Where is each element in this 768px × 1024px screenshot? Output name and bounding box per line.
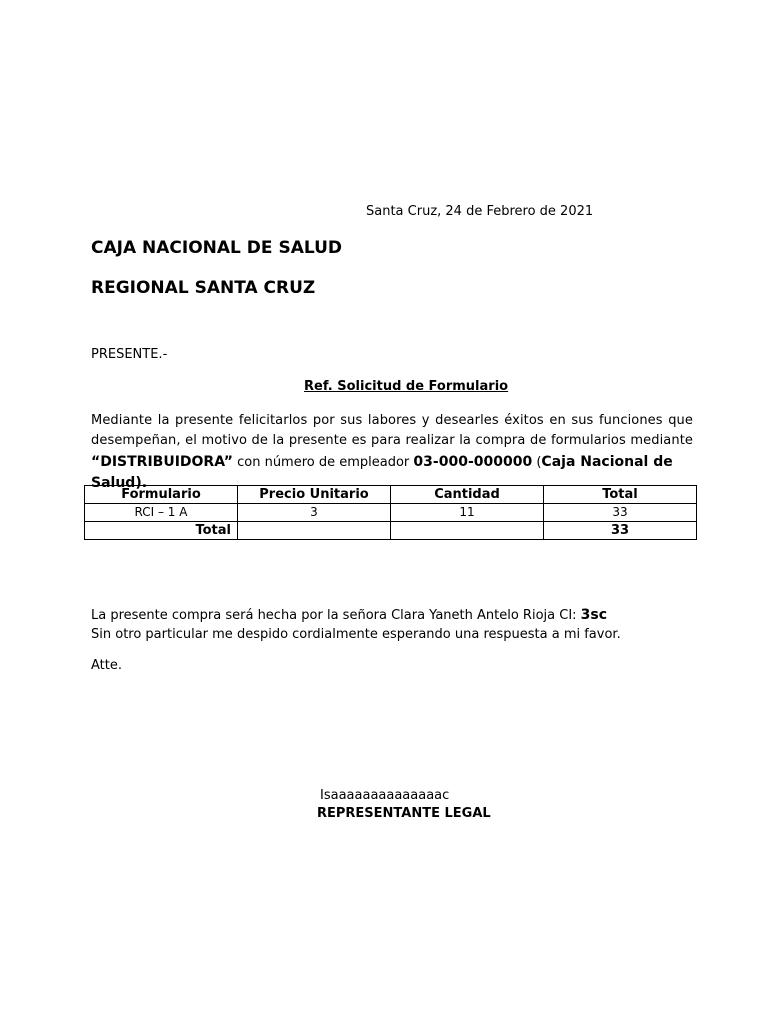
recipient-line2: REGIONAL SANTA CRUZ (91, 278, 316, 298)
open-paren: ( (532, 455, 542, 470)
table-row (85, 504, 697, 522)
purchase-block (91, 606, 621, 644)
cell-total: 33 (544, 504, 697, 522)
order-table (84, 485, 697, 540)
body-paragraph (91, 411, 693, 494)
signature-title: REPRESENTANTE LEGAL (317, 806, 491, 821)
entity-name: Caja Nacional de Salud) (91, 454, 673, 491)
table-total-row (85, 522, 697, 540)
cell-precio: 3 (238, 504, 391, 522)
letter-date: Santa Cruz, 24 de Febrero de 2021 (366, 204, 594, 219)
signature-name: Isaaaaaaaaaaaaaac (320, 788, 450, 803)
header-total: Total (544, 486, 697, 504)
recipient-line1: CAJA NACIONAL DE SALUD (91, 238, 342, 258)
atte: Atte. (91, 658, 122, 673)
total-empty-2 (391, 522, 544, 540)
reference-line: Ref. Solicitud de Formulario (304, 379, 509, 394)
header-precio-unitario: Precio Unitario (238, 486, 391, 504)
cell-formulario: RCI – 1 A (85, 504, 238, 522)
purchase-text: La presente compra será hecha por la señora Clara Yaneth Antelo Rioja CI: (91, 608, 581, 623)
purchase-line (91, 606, 621, 625)
salutation: PRESENTE.- (91, 347, 168, 362)
body-line2: desempeñan, el motivo de la presente es para realizar la compra de formularios mediante (91, 433, 693, 448)
total-empty-1 (238, 522, 391, 540)
table-header-row (85, 486, 697, 504)
body-line1: Mediante la presente felicitarlos por sus labores y desearles éxitos en sus funciones que (91, 413, 693, 428)
cell-cantidad: 11 (391, 504, 544, 522)
header-formulario: Formulario (85, 486, 238, 504)
total-label: Total (85, 522, 238, 540)
header-cantidad: Cantidad (391, 486, 544, 504)
period: . (141, 475, 148, 491)
total-value: 33 (544, 522, 697, 540)
closing-line: Sin otro particular me despido cordialmente esperando una respuesta a mi favor. (91, 627, 621, 642)
distribuidora-text: “DISTRIBUIDORA” (91, 454, 233, 470)
employer-text: con número de empleador (232, 455, 414, 470)
ci-value: 3sc (580, 607, 608, 623)
employer-number: 03-000-000000 (413, 454, 533, 470)
